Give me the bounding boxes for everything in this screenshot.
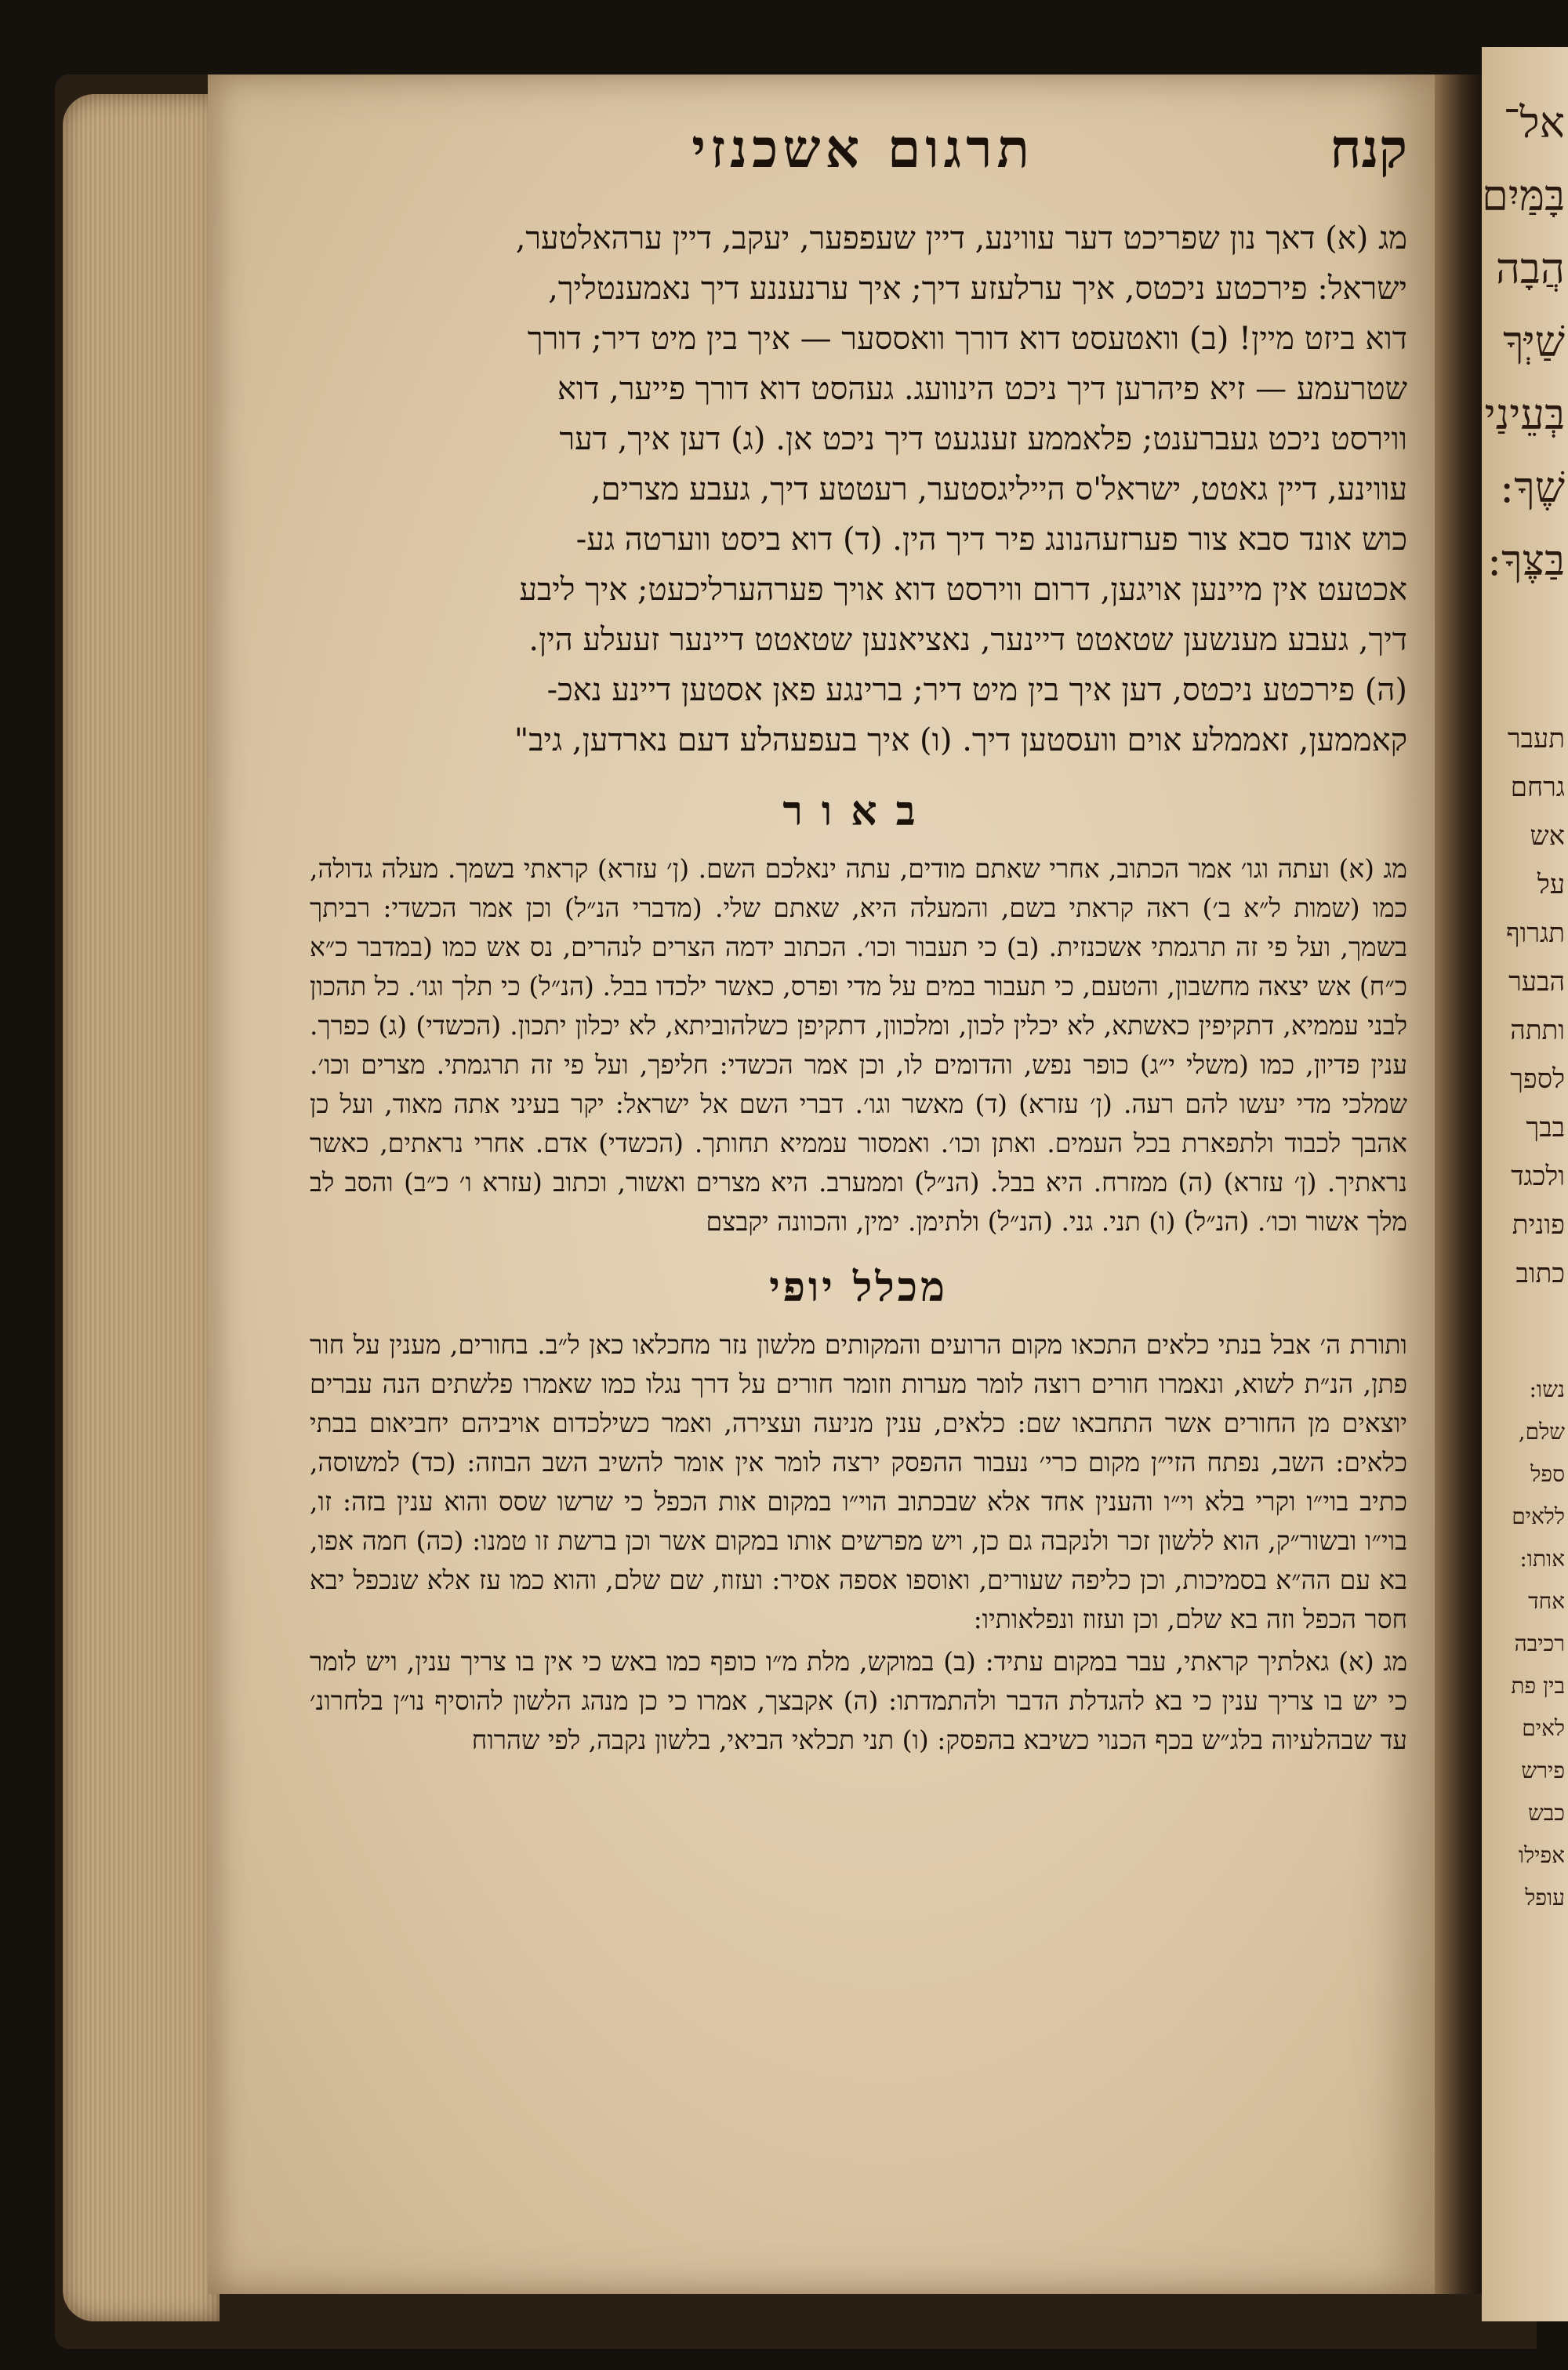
page-edges [63, 94, 220, 2321]
fragment-line: בין פת [1511, 1673, 1565, 1699]
fragment-line: שלם, [1518, 1419, 1565, 1445]
commentary-paragraph: מג (א) גאלתיך קראתי, עבר במקום עתיד: (ב) במוקש, מלת מ״ו כופף כמו באש כי אין בו צריך ענין, ויש לומר כי יש בו צריך ענין כי בא להגדלת הדבר ולהתמדתו: (ה) אקבצך, אמרו כי כן מנהג הלשון להוסיף נו״ן בלחרונ׳ עד שבהלעיוה בלג״ש בכף הכנוי כשיבא בהפסק: (ו) תני תכלאי הביאי, בלשון נקבה, לפי שהרוח [310, 1646, 1407, 1755]
right-page-large-text [1482, 47, 1568, 597]
text-line: ווירסט ניכט געברענט; פלאממע זענגעט דיך ניכט אן. (ג) דען איך, דער [559, 421, 1407, 457]
text-line: שטרעמע — זיא פיהרען דיך ניכט הינוועג. געהסט דוא דורך פייער, דוא [557, 371, 1407, 407]
text-line: עווינע, דיין גאטט, ישראל'ס הייליגסטער, רעטטע דיך, געבע מצרים, [590, 471, 1407, 507]
text-line: מג (א) דאך נון שפריכט דער עווינע, דיין שעפפער, יעקב, דיין ערהאלטער, [515, 220, 1407, 256]
right-page-commentary-text [1482, 597, 1568, 1298]
page-number: קנח [1330, 118, 1407, 180]
fragment-line: ולכגד [1511, 1161, 1565, 1192]
fragment-line: הֲבָה [1495, 244, 1565, 293]
fragment-line: ספל [1530, 1461, 1565, 1487]
text-line: (ה) פירכטע ניכטס, דען איך בין מיט דיר; ברינגע פאן אסטען דיינע נאכ- [546, 672, 1407, 708]
fragment-line: אחד [1528, 1588, 1565, 1614]
michlal-yofi-commentary [310, 1325, 1407, 1760]
fragment-line: אפילו [1518, 1842, 1565, 1868]
commentary-paragraph: ותורת ה׳ אבל בנתי כלאים התכאו מקום הרועים והמקותים מלשון נזר מחכלאו כאן ל״ב. בחורים, מענין על חור פתן, הנ״ת לשוא, ונאמרו חורים רוצה לומר מערות וזומר חורים על דרך נגלו כמו שאמרו פלשתים הנה עברים יוצאים מן החורים אשר התחבאו שם: כלאים, ענין מניעה ועצירה, ואמר כשילכדום אויביהם יחביאום בבתי כלאים: השב, נפתח הזי״ן מקום כרי׳ נעבור ההפסק ירצה לומר אין אומר להשיב השב הבוזה: (כד) למשוסה, כתיב בוי״ו וקרי בלא וי״ו והענין אחד אלא שבכתוב הוי״ו במקום אות הכפל כי שרשו שסס והוא ענין בזה: זו, בוי״ו ובשור״ק, הוא ללשון זכר ולנקבה גם כן, ויש מפרשים אותו במקום אשר וכן ברשת זו טמנו: (כה) חמה אפו, בא עם הה״א בסמיכות, וכן כליפה שעורים, ואוספו אספה אסיר: ועזוז, שם שלם, והוא כמו עז אלא שנכפל יבא חסר הכפל וזה בא שלם, וכן ועזוז ונפלאותיו: [310, 1329, 1407, 1634]
text-line: ישראל: פירכטע ניכטס, איך ערלעזע דיך; איך ערנעננע דיך נאמענטליך, [548, 271, 1407, 307]
fragment-line: הבער [1508, 966, 1565, 998]
right-page-small-text [1482, 1298, 1568, 1919]
fragment-line: בְּעֵינַי [1484, 390, 1565, 439]
fragment-line: תגרוף [1506, 918, 1565, 949]
michlal-yofi-heading: מכלל יופי [769, 1263, 948, 1311]
fragment-line: רכיבה [1514, 1630, 1565, 1656]
biur-heading: באור [782, 787, 935, 835]
fragment-line: נשו: [1529, 1376, 1565, 1402]
biur-commentary [310, 849, 1407, 1241]
fragment-line: פונית [1512, 1209, 1565, 1241]
running-header [310, 118, 1407, 196]
text-line: דיך, געבע מענשען שטאטט דיינער, נאציאנען שטאטט דיינער זעעלע הין. [528, 622, 1407, 658]
book-gutter [1435, 75, 1482, 2294]
fragment-line: שֶׁךָ: [1500, 463, 1565, 512]
running-title: תרגום אשכנזי [691, 118, 1035, 180]
fragment-line: ללאים [1512, 1503, 1565, 1529]
fragment-line: גרחם [1510, 772, 1565, 803]
fragment-line: ותתה [1510, 1015, 1565, 1046]
translation-text [310, 213, 1407, 765]
fragment-line: תעבר [1507, 723, 1565, 754]
fragment-line: בָּמַּיִם [1482, 171, 1565, 220]
fragment-line: פירש [1521, 1758, 1565, 1783]
right-page-fragment [1482, 47, 1568, 2321]
fragment-line: כבש [1527, 1800, 1565, 1826]
fragment-line: בבך [1526, 1112, 1565, 1143]
fragment-line: עופל [1525, 1885, 1565, 1910]
fragment-line: בַּצֶּךָ: [1486, 536, 1565, 585]
text-line: אכטעט אין מיינען אויגען, דרום ווירסט דוא אויך פערהערליכעט; איך ליבע [519, 572, 1407, 608]
text-line: כוש אונד סבא צור פערזעהנונג פיר דיך הין. (ד) דוא ביסט ווערטה גע- [575, 522, 1407, 558]
fragment-line: אותו: [1519, 1546, 1565, 1572]
fragment-line: לאים [1522, 1715, 1565, 1741]
fragment-line: אש [1530, 820, 1565, 852]
fragment-line: כתוב [1515, 1258, 1565, 1289]
text-line: דוא ביזט מיין! (ב) וואטעסט דוא דורך וואססער — איך בין מיט דיר; דורך [527, 321, 1407, 357]
fragment-line: אל־ [1503, 98, 1565, 147]
page-content [310, 118, 1407, 1763]
fragment-line: לספך [1510, 1063, 1565, 1095]
commentary-paragraph: מג (א) ועתה וגו׳ אמר הכתוב, אחרי שאתם מודים, עתה ינאלכם השם. (ן׳ עזרא) קראתי בשמך. מעלה גדולה, כמו (שמות ל״א ב׳) ראה קראתי בשם, והמעלה היא, שאתם שלי. (מדברי הנ״ל) וכן אמר הכשדי: רביתך בשמך, ועל פי זה תרגמתי אשכנזית. (ב) כי תעבור וכו׳. הכתוב ידמה הצרים לנהרים, נס אש כמו (במדבר כ״א כ״ח) אש יצאה מחשבון, והטעם, כי תעבור במים על מדי ופרס, כאשר ילכדו בבל. (הנ״ל) כי תלך וגו׳. כל תהכון לבני עממיא, דתקיפין כאשתא, לא יכלין לכון, ומלכוון, דתקיפן כשלהוביתא, לא יכלון יתכון. (הכשדי) (ג) כפרך. ענין פדיון, כמו (משלי י״ג) כופר נפש, והדומים לו, וכן אמר הכשדי: חליפך, ועל פי זה תרגמתי. מצרים וכו׳. שמלכי מדי יעשו להם רעה. (ן׳ עזרא) (ד) מאשר וגו׳. דברי השם אל ישראל: יקר בעיני אתה מאוד, ועל כן אהבך לכבוד ולתפארת בכל העמים. ואתן וכו׳. ואמסור עממיא תחותך. (הכשדי) אדם. אחרי נראתים, כאשר נראתיך. (ן׳ עזרא) (ה) ממזרח. היא בבל. (הנ״ל) וממערב. היא מצרים ואשור, וכתוב (עזרא ו׳ כ״ב) והסב לב מלך אשור וכו׳. (הנ״ל) (ו) תני. גני. (הנ״ל) ולתימן. ימין, והכוונה יקבצם [310, 853, 1407, 1237]
text-line: קאממען, זאממלע אוים וועסטען דיך. (ו) איך בעפעהלע דעם נארדען, גיב" [514, 722, 1407, 758]
fragment-line: שַׁיְּךָ [1503, 317, 1565, 366]
fragment-line: על [1537, 869, 1565, 900]
